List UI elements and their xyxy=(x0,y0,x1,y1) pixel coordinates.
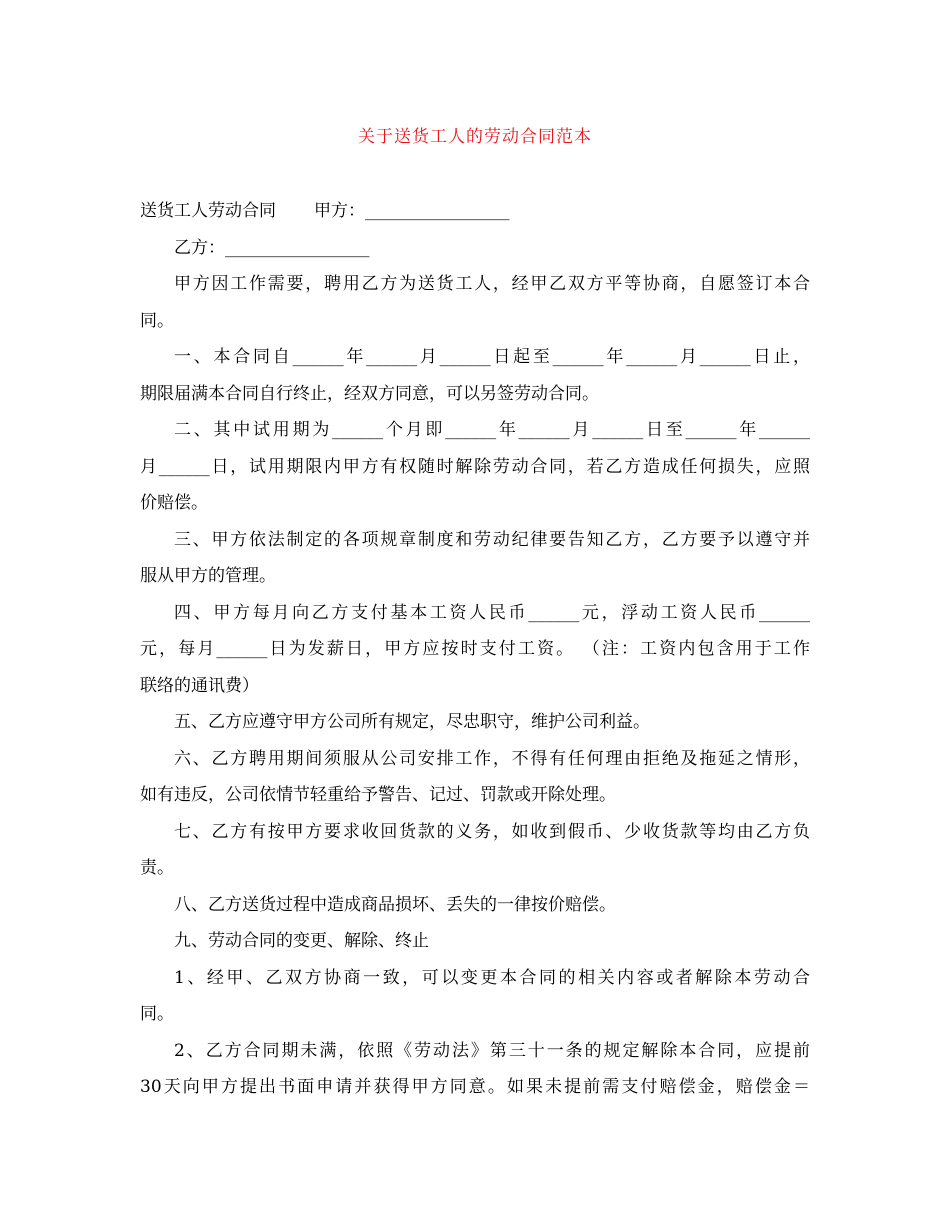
document-body xyxy=(140,193,810,1106)
section-heading: 九、劳动合同的变更、解除、终止 xyxy=(174,931,429,951)
text-line: 服从甲方的管理。 xyxy=(140,566,276,586)
text-line: 30天向甲方提出书面申请并获得甲方同意。如果未提前需支付赔偿金，赔偿金＝ xyxy=(140,1077,810,1097)
text-line: 七、乙方有按甲方要求收回货款的义务，如收到假币、少收货款等均由乙方负 xyxy=(174,821,810,842)
text-line: 1、经甲、乙双方协商一致，可以变更本合同的相关内容或者解除本劳动合 xyxy=(174,967,810,988)
text-line: 三、甲方依法制定的各项规章制度和劳动纪律要告知乙方，乙方要予以遵守并 xyxy=(174,529,810,550)
text-line: 一、本合同自______年______月______日起至______年______月______日止， xyxy=(174,347,810,367)
text-line: 四、甲方每月向乙方支付基本工资人民币______元，浮动工资人民币______ xyxy=(174,602,810,623)
text-line: 同。 xyxy=(140,1004,174,1024)
text-line: 责。 xyxy=(140,858,174,878)
party-a-field: 甲方：_________________ xyxy=(314,201,510,221)
text-line: 期限届满本合同自行终止，经双方同意，可以另签劳动合同。 xyxy=(140,383,599,404)
text-line: 元，每月______日为发薪日，甲方应按时支付工资。 （注：工资内包含用于工作 xyxy=(140,639,810,659)
text-line: 八、乙方送货过程中造成商品损坏、丢失的一律按价赔偿。 xyxy=(174,894,616,915)
text-line: 如有违反，公司依情节轻重给予警告、记过、罚款或开除处理。 xyxy=(140,785,616,805)
text-line: 月______日，试用期限内甲方有权随时解除劳动合同，若乙方造成任何损失，应照 xyxy=(140,456,810,477)
contract-name: 送货工人劳动合同 xyxy=(140,201,276,221)
document-title: 关于送货工人的劳动合同范本 xyxy=(358,127,592,147)
text-line: 二、其中试用期为______个月即______年______月______日至______年______ xyxy=(174,420,810,440)
text-line: 价赔偿。 xyxy=(140,493,208,513)
text-line: 2、乙方合同期未满，依照《劳动法》第三十一条的规定解除本合同，应提前 xyxy=(174,1040,810,1061)
text-line xyxy=(140,193,810,230)
text-line: 联络的通讯费） xyxy=(140,675,259,696)
text-line: 六、乙方聘用期间须服从公司安排工作，不得有任何理由拒绝及拖延之情形， xyxy=(174,748,810,769)
text-line: 五、乙方应遵守甲方公司所有规定，尽忠职守，维护公司利益。 xyxy=(174,712,650,732)
party-b-field: 乙方：_________________ xyxy=(174,237,370,258)
text-line: 甲方因工作需要，聘用乙方为送货工人，经甲乙双方平等协商，自愿签订本合 xyxy=(174,274,810,294)
text-line: 同。 xyxy=(140,310,174,331)
